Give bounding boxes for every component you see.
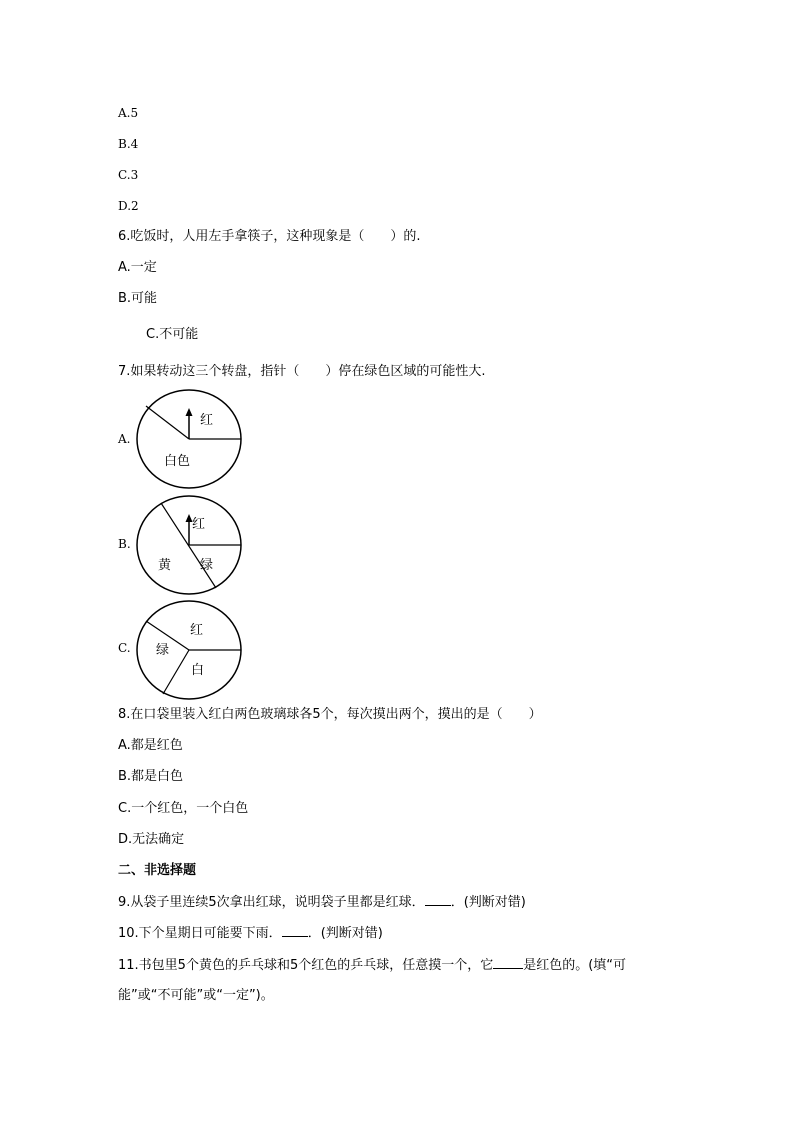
q8-option-d: D.无法确定	[118, 832, 185, 847]
q10-text: 10.下个星期日可能要下雨．	[118, 926, 282, 941]
q8-option-b: B.都是白色	[118, 769, 184, 784]
q5-option-a: A.5	[118, 106, 139, 120]
q8-option-c: C.一个红色，一个白色	[118, 801, 249, 816]
q8-option-a: A.都是红色	[118, 738, 183, 753]
q6-question: 6.吃饭时，人用左手拿筷子，这种现象是（ ）的.	[118, 229, 421, 244]
q6-option-a: A.一定	[118, 260, 157, 275]
dial-c-sector-white: 白	[191, 663, 205, 678]
q11-text: 11.书包里5个黄色的乒乓球和5个红色的乒乓球，任意摸一个，它	[118, 958, 494, 973]
q5-option-b: B.4	[118, 137, 139, 151]
q6-option-c: C.不可能	[146, 327, 199, 342]
q7-question: 7.如果转动这三个转盘，指针（ ）停在绿色区域的可能性大.	[118, 364, 486, 379]
q9-instruction: ．(判断对错)	[450, 895, 526, 910]
q5-option-d: D.2	[118, 199, 139, 213]
dial-a-sector-red: 红	[200, 413, 214, 428]
dial-a-pointer-arrowhead	[186, 408, 193, 416]
q10-instruction: ．(判断对错)	[307, 926, 383, 941]
q10-answer-blank[interactable]	[282, 924, 308, 937]
q11-statement-line2: 能”或“不可能”或“一定”)。	[118, 988, 274, 1003]
q11-statement-line1	[118, 956, 626, 975]
dial-b-sector-red: 红	[192, 517, 206, 532]
dial-c-sector-red: 红	[190, 623, 204, 638]
q5-option-c: C.3	[118, 168, 139, 182]
dial-a-label: A.	[118, 432, 131, 446]
dial-a-sector-white: 白色	[164, 454, 191, 469]
q10-statement	[118, 924, 383, 943]
dial-c-label: C.	[118, 641, 131, 655]
dial-b	[134, 492, 244, 598]
q9-statement	[118, 893, 526, 912]
q9-text: 9.从袋子里连续5次拿出红球，说明袋子里都是红球．	[118, 895, 425, 910]
dial-c-sector-green: 绿	[156, 643, 170, 658]
q11-answer-blank[interactable]	[493, 956, 523, 969]
dial-a-divider-left	[146, 406, 189, 439]
section-heading: 二、非选择题	[118, 863, 197, 878]
q11-instruction-start: 是红色的。(填“可	[523, 958, 627, 973]
dial-a	[134, 386, 244, 492]
dial-c	[134, 597, 244, 703]
dial-b-sector-green: 绿	[200, 558, 214, 573]
q8-question: 8.在口袋里装入红白两色玻璃球各5个，每次摸出两个，摸出的是（ ）	[118, 707, 542, 722]
dial-b-label: B.	[118, 537, 131, 551]
dial-b-sector-yellow: 黄	[158, 558, 172, 573]
q6-option-b: B.可能	[118, 291, 158, 306]
q9-answer-blank[interactable]	[425, 893, 451, 906]
